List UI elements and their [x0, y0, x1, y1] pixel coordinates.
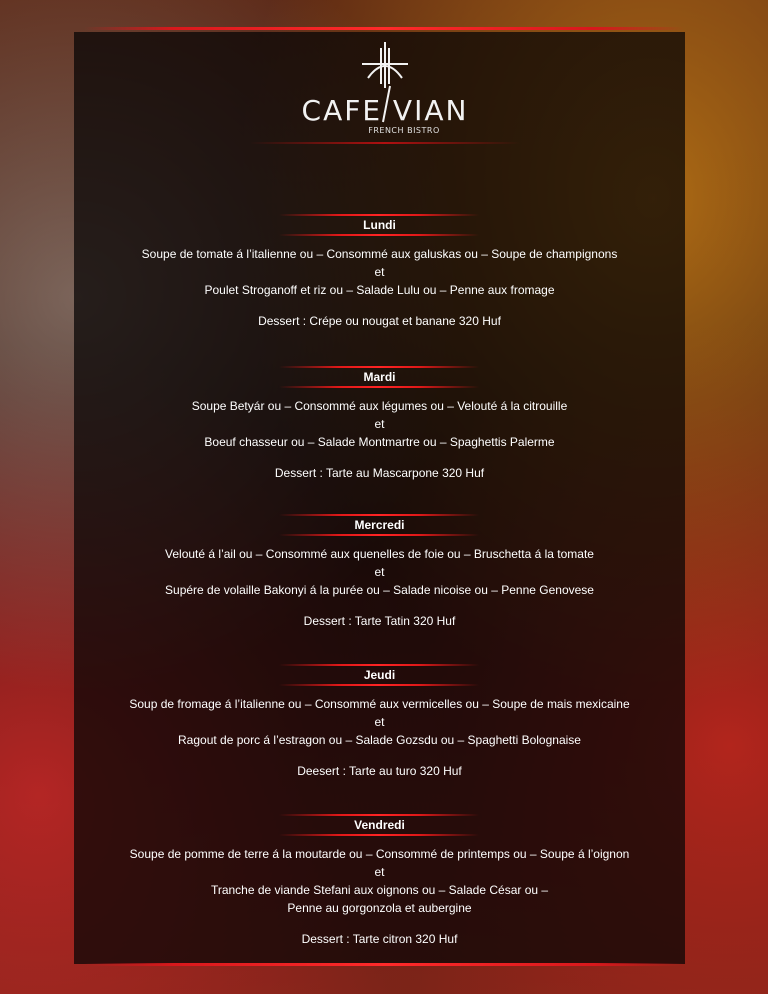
dessert-line: Dessert : Crépe ou nougat et banane 320 Huf: [258, 314, 501, 328]
et-line: et: [374, 715, 385, 729]
cafe-vian-logo: [290, 40, 480, 140]
brand-name: CAFE VIAN: [301, 94, 469, 127]
day-title: Vendredi: [354, 818, 405, 832]
mains-line-continued: Penne au gorgonzola et aubergine: [287, 901, 472, 915]
soups-line: Soupe Betyár ou – Consommé aux légumes ou – Velouté á la citrouille: [191, 399, 568, 413]
day-title: Mercredi: [354, 518, 405, 532]
day-title: Lundi: [363, 218, 396, 232]
day-header: [74, 664, 685, 686]
mains-line: Poulet Stroganoff et riz ou – Salade Lulu ou – Penne aux fromage: [204, 283, 555, 297]
dessert-line: Dessert : Tarte Tatin 320 Huf: [303, 614, 456, 628]
day-title: Jeudi: [363, 668, 396, 682]
day-header: [74, 214, 685, 236]
soups-line: Soupe de tomate á l’italienne ou – Consommé aux galuskas ou – Soupe de champignons: [141, 247, 618, 261]
dessert-line: Dessert : Tarte au Mascarpone 320 Huf: [274, 466, 485, 480]
day-vendredi: [74, 814, 685, 960]
mains-line: Boeuf chasseur ou – Salade Montmartre ou – Spaghettis Palerme: [204, 435, 555, 449]
soups-line: Soupe de pomme de terre á la moutarde ou – Consommé de printemps ou – Soupe á l’oignon: [129, 847, 630, 861]
dessert-line: Deesert : Tarte au turo 320 Huf: [297, 764, 462, 778]
soups-line: Velouté á l’ail ou – Consommé aux quenelles de foie ou – Bruschetta á la tomate: [165, 547, 594, 561]
day-title: Mardi: [363, 370, 396, 384]
mains-line: Ragout de porc á l’estragon ou – Salade Gozsdu ou – Spaghetti Bolognaise: [178, 733, 581, 747]
top-red-rule: [84, 27, 684, 30]
et-line: et: [374, 565, 385, 579]
et-line: et: [374, 265, 385, 279]
soups-line: Soup de fromage á l’italienne ou – Consommé aux vermicelles ou – Soupe de mais mexicaine: [129, 697, 630, 711]
day-jeudi: [74, 664, 685, 792]
mains-line: Tranche de viande Stefani aux oignons ou – Salade César ou –: [210, 883, 549, 897]
day-header: [74, 514, 685, 536]
day-mardi: [74, 366, 685, 494]
dessert-line: Dessert : Tarte citron 320 Huf: [301, 932, 458, 946]
day-header: [74, 366, 685, 388]
et-line: et: [374, 865, 385, 879]
day-header: [74, 814, 685, 836]
mains-line: Supére de volaille Bakonyi á la purée ou – Salade nicoise ou – Penne Genovese: [165, 583, 594, 597]
bottom-red-rule: [84, 963, 684, 966]
day-lundi: [74, 214, 685, 342]
et-line: et: [374, 417, 385, 431]
brand-tagline: FRENCH BISTRO: [368, 126, 440, 135]
logo-underline: [250, 142, 520, 144]
day-mercredi: [74, 514, 685, 642]
